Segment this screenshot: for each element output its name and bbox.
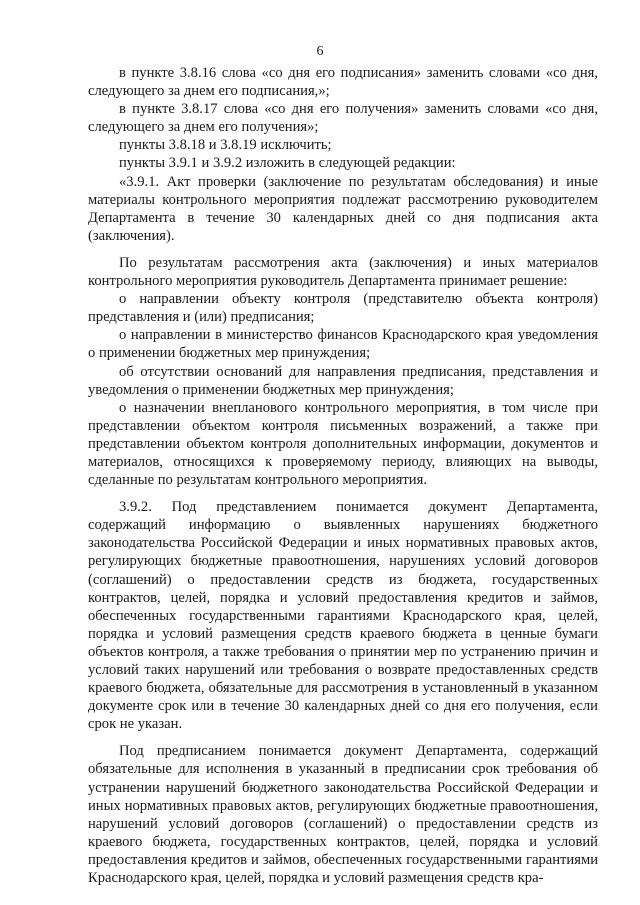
paragraph-3-9-1: «3.9.1. Акт проверки (заключение по результатам обследования) и иные материалы контрольного мероприятия подлежат рассмотрению руководителем Департамента в течение 30 календарных дней со дня подписания акта (заключения). [88,173,598,244]
paragraph-amend-3-8-17: в пункте 3.8.17 слова «со дня его получения» заменить словами «со дня, следующего за днем его получения»; [88,101,598,136]
paragraph-decision-item: о направлении в министерство финансов Краснодарского края уведомления о применении бюджетных мер принуждения; [88,327,598,362]
paragraph-decision-item: о назначении внепланового контрольного мероприятия, в том числе при представлении объектом контроля письменных возражений, а также при представлении объектом контроля дополнительных информации, документов и материалов, относящихся к проверяемому периоду, влияющих на выводы, сделанные по результатам контрольного мероприятия. [88,399,598,489]
paragraph-restate-3-9: пункты 3.9.1 и 3.9.2 изложить в следующей редакции: [119,155,456,172]
paragraph-decision-item: об отсутствии оснований для направления предписания, представления и уведомления о применении бюджетных мер принуждения; [88,363,598,398]
page-number: 6 [316,44,324,59]
paragraph-decision-intro: По результатам рассмотрения акта (заключения) и иных материалов контрольного мероприятия руководитель Департамента принимает решение: [88,254,598,290]
paragraph-3-9-2: 3.9.2. Под представлением понимается документ Департамента, содержащий информацию о выявленных нарушениях бюджетного законодательства Российской Федерации и иных нормативных правовых актов, регулирующих бюджетные правоотношения, нарушениях условий договоров (соглашений) о предоставлении средств из бюджета, государственных контрактов, целей, порядка и условий предоставления кредитов и займов, обеспеченных государственными гарантиями Краснодарского края, целей, порядка и условий размещения средств краевого бюджета в ценные бумаги объектов контроля, а также требования о принятии мер по устранению причин и условий таких нарушений или требования о возврате предоставленных средств краевого бюджета, обязательные для рассмотрения в установленный в указанном документе срок или в течение 30 календарных дней со дня его получения, если срок не указан. [88,499,598,733]
paragraph-exclude-3-8-18-19: пункты 3.8.18 и 3.8.19 исключить; [119,137,332,154]
paragraph-prescription-definition: Под предписанием понимается документ Департамента, содержащий обязательные для исполнения в указанный в предписании срок требования об устранении нарушений бюджетного законодательства Российской Федерации и иных нормативных правовых актов, регулирующих бюджетные правоотношения, нарушений условий договоров (соглашений) о предоставлении средств из краевого бюджета, государственных контрактов, целей, порядка и условий предоставления кредитов и займов, обеспеченных государственными гарантиями Краснодарского края, целей, порядка и условий размещения средств кра- [88,743,598,887]
document-body [88,64,598,887]
paragraph-decision-item: о направлении объекту контроля (представителю объекта контроля) представления и (или) предписания; [88,291,598,326]
paragraph-amend-3-8-16: в пункте 3.8.16 слова «со дня его подписания» заменить словами «со дня, следующего за днем его подписания,»; [88,65,598,100]
